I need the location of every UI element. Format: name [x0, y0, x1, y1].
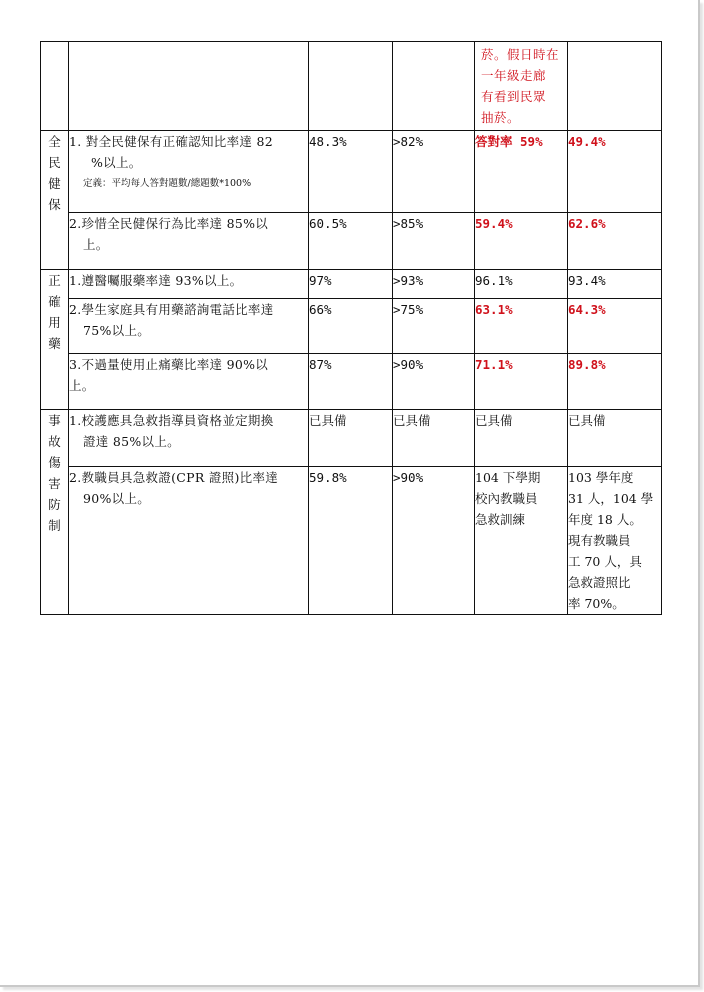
note-cell	[475, 42, 568, 131]
baseline-value: 60.5%	[309, 213, 393, 270]
result-value: 93.4%	[568, 270, 662, 299]
result-line: 率 70%。	[568, 596, 625, 611]
note-line: 一年級走廊	[481, 68, 547, 83]
target-value: >90%	[393, 467, 475, 615]
baseline-value: 97%	[309, 270, 393, 299]
baseline-value: 66%	[309, 299, 393, 354]
target-value: >90%	[393, 354, 475, 410]
target-value: >93%	[393, 270, 475, 299]
target-value: >75%	[393, 299, 475, 354]
baseline-value: 已具備	[309, 410, 393, 467]
result-line: 103 學年度	[568, 470, 634, 485]
definition-note: 定義：平均每人答對題數/總題數*100%	[83, 178, 252, 189]
item-cell: 1. 對全民健保有正確認知比率達 82 %以上。 定義：平均每人答對題數/總題數*100%	[69, 131, 309, 213]
category-cell: 全 民 健 保	[41, 131, 69, 270]
note-line: 有看到民眾	[481, 89, 547, 104]
category-cell: 事 故 傷 害 防 制	[41, 410, 69, 615]
result-value: 63.1%	[475, 299, 568, 354]
result-value: 71.1%	[475, 354, 568, 410]
note-line: 菸。假日時在	[481, 47, 560, 62]
result-line: 急救訓練	[475, 512, 526, 527]
result-value: 59.4%	[475, 213, 568, 270]
result-value	[475, 467, 568, 615]
item-cell: 2.教職員具急救證(CPR 證照)比率達 90%以上。	[69, 467, 309, 615]
result-line: 年度 18 人。	[568, 512, 642, 527]
baseline-value: 59.8%	[309, 467, 393, 615]
table-row	[41, 299, 662, 354]
result-value: 64.3%	[568, 299, 662, 354]
item-cell: 1.校護應具急救指導員資格並定期換 證達 85%以上。	[69, 410, 309, 467]
result-line: 現有教職員	[568, 533, 631, 548]
result-value: 答對率 59%	[475, 131, 568, 213]
result-value: 89.8%	[568, 354, 662, 410]
result-line: 急救證照比	[568, 575, 631, 590]
baseline-value: 87%	[309, 354, 393, 410]
item-cell: 2.珍惜全民健保行為比率達 85%以 上。	[69, 213, 309, 270]
result-value: 49.4%	[568, 131, 662, 213]
result-line: 104 下學期	[475, 470, 541, 485]
note-line: 抽菸。	[481, 110, 521, 125]
result-value: 已具備	[475, 410, 568, 467]
table-row	[41, 42, 662, 131]
result-line: 31 人，104 學	[568, 491, 654, 506]
table-row	[41, 131, 662, 213]
item-cell: 1.遵醫囑服藥率達 93%以上。	[69, 270, 309, 299]
category-cell: 正 確 用 藥	[41, 270, 69, 410]
health-indicator-table	[40, 41, 662, 615]
result-value	[568, 467, 662, 615]
item-cell: 3.不過量使用止痛藥比率達 90%以 上。	[69, 354, 309, 410]
result-line: 工 70 人，具	[568, 554, 642, 569]
result-value: 62.6%	[568, 213, 662, 270]
table-row	[41, 354, 662, 410]
item-cell: 2.學生家庭具有用藥諮詢電話比率達 75%以上。	[69, 299, 309, 354]
table-row	[41, 213, 662, 270]
target-value: >82%	[393, 131, 475, 213]
result-value: 已具備	[568, 410, 662, 467]
result-line: 校內教職員	[475, 491, 538, 506]
target-value: 已具備	[393, 410, 475, 467]
baseline-value: 48.3%	[309, 131, 393, 213]
table-row	[41, 467, 662, 615]
result-value: 96.1%	[475, 270, 568, 299]
target-value: >85%	[393, 213, 475, 270]
table-row	[41, 410, 662, 467]
table-row	[41, 270, 662, 299]
